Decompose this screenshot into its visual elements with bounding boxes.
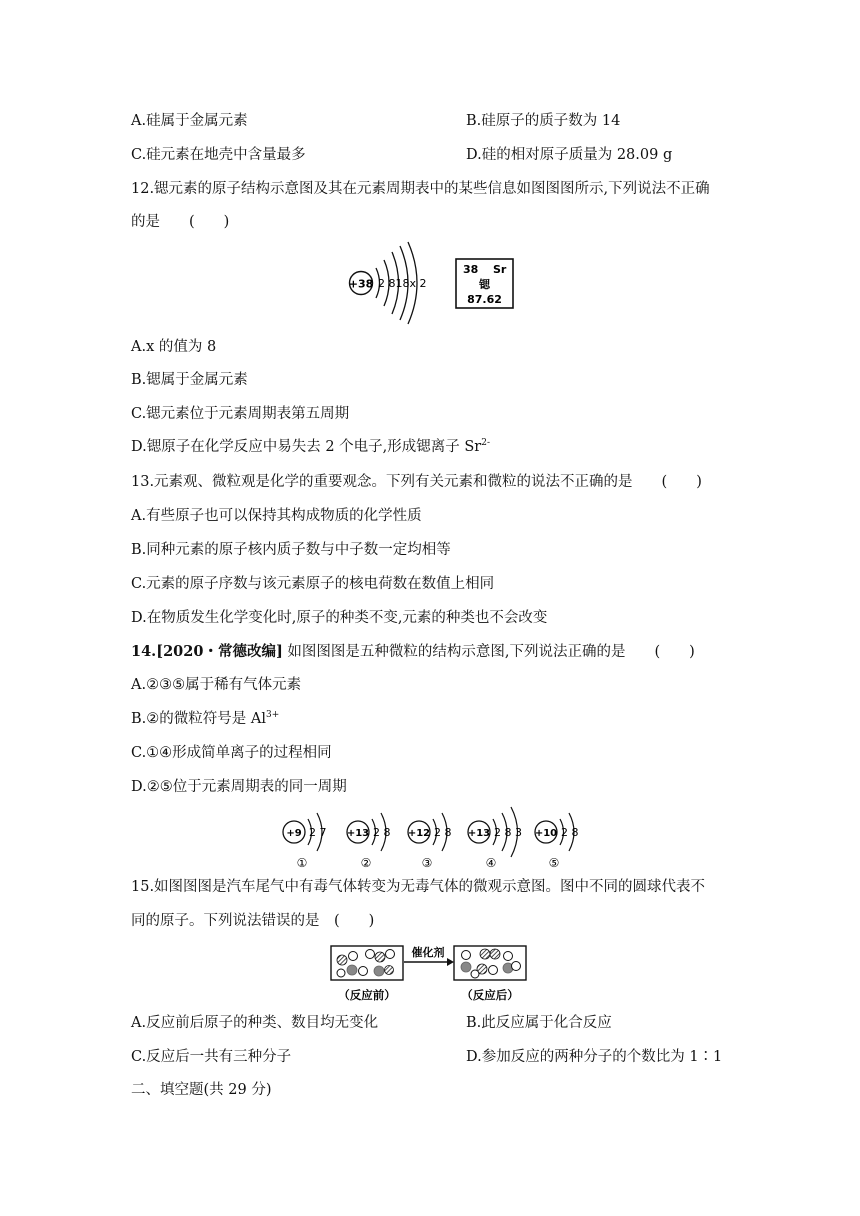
svg-text:⑤: ⑤ xyxy=(548,856,560,870)
svg-text:③: ③ xyxy=(421,856,433,870)
strontium-shell-electrons: 2 818x 2 xyxy=(378,277,427,290)
cell-atomic-mass: 87.62 xyxy=(467,293,502,306)
q15-option-d: D.参加反应的两种分子的个数比为 1∶1 xyxy=(466,1049,723,1065)
strontium-nucleus: +38 xyxy=(348,277,374,291)
svg-text:①: ① xyxy=(296,856,308,870)
q15-stem-line1: 15.如图图图是汽车尾气中有毒气体转变为无毒气体的微观示意图。图中不同的圆球代表不 xyxy=(131,879,706,895)
particle-5 xyxy=(535,813,579,870)
svg-text:+10: +10 xyxy=(534,828,558,839)
catalyst-label: 催化剂 xyxy=(411,946,445,959)
q11-option-b: B.硅原子的质子数为 14 xyxy=(466,113,621,129)
particle-1 xyxy=(283,813,327,870)
periodic-table-cell xyxy=(455,258,515,310)
q14-option-d: D.②⑤位于元素周期表的同一周期 xyxy=(131,779,347,795)
q11-option-d: D.硅的相对原子质量为 28.09 g xyxy=(466,147,673,163)
q15-option-c: C.反应后一共有三种分子 xyxy=(131,1049,292,1065)
q12-option-a: A.x 的值为 8 xyxy=(131,339,217,355)
svg-text:2 8 3: 2 8 3 xyxy=(494,826,522,839)
particle-4 xyxy=(468,807,522,870)
svg-text:②: ② xyxy=(360,856,372,870)
q11-option-a: A.硅属于金属元素 xyxy=(131,113,248,129)
svg-text:2 8: 2 8 xyxy=(561,826,579,839)
q11-option-c: C.硅元素在地壳中含量最多 xyxy=(131,147,306,163)
particle-diagrams xyxy=(280,805,600,875)
q15-option-b: B.此反应属于化合反应 xyxy=(466,1015,612,1031)
particle-2 xyxy=(347,813,391,870)
svg-text:+13: +13 xyxy=(346,828,370,839)
svg-text:2 7: 2 7 xyxy=(309,826,327,839)
q12-stem-line1: 12.锶元素的原子结构示意图及其在元素周期表中的某些信息如图图图所示,下列说法不正确 xyxy=(131,181,710,197)
q14-option-c: C.①④形成简单离子的过程相同 xyxy=(131,745,332,761)
svg-text:2 8: 2 8 xyxy=(434,826,452,839)
q13-option-c: C.元素的原子序数与该元素原子的核电荷数在数值上相同 xyxy=(131,576,495,592)
q12-stem-line2: 的是 ( ) xyxy=(131,214,230,230)
svg-text:+12: +12 xyxy=(407,828,431,839)
q14-option-b: B.②的微粒符号是 $Al^{3+}$ xyxy=(131,710,280,727)
svg-text:+13: +13 xyxy=(467,828,491,839)
strontium-atom-diagram xyxy=(340,238,440,328)
q13-option-a: A.有些原子也可以保持其构成物质的化学性质 xyxy=(131,508,422,524)
reaction-diagram xyxy=(330,940,530,1005)
svg-text:2 8: 2 8 xyxy=(373,826,391,839)
q15-stem-line2: 同的原子。下列说法错误的是 ( ) xyxy=(131,913,375,929)
section-heading: 二、填空题(共 29 分) xyxy=(131,1082,272,1098)
q12-option-d: D.锶原子在化学反应中易失去 2 个电子,形成锶离子 $Sr^{2-}$ xyxy=(131,438,491,455)
after-label: （反应后） xyxy=(461,988,519,1002)
cell-atomic-number: 38 xyxy=(463,263,479,276)
before-label: （反应前） xyxy=(338,988,396,1002)
q13-option-d: D.在物质发生化学变化时,原子的种类不变,元素的种类也不会改变 xyxy=(131,610,548,626)
svg-text:④: ④ xyxy=(485,856,497,870)
q12-option-c: C.锶元素位于元素周期表第五周期 xyxy=(131,406,350,422)
cell-element-name: 锶 xyxy=(479,278,490,291)
svg-text:+9: +9 xyxy=(286,828,302,839)
q14-stem: 14.[2020・常德改编] 如图图图是五种微粒的结构示意图,下列说法正确的是 ( ) xyxy=(131,643,695,660)
q13-option-b: B.同种元素的原子核内质子数与中子数一定均相等 xyxy=(131,542,451,558)
particle-3 xyxy=(408,813,452,870)
q13-stem: 13.元素观、微粒观是化学的重要观念。下列有关元素和微粒的说法不正确的是 ( ) xyxy=(131,474,702,490)
q14-option-a: A.②③⑤属于稀有气体元素 xyxy=(131,677,302,693)
q15-option-a: A.反应前后原子的种类、数目均无变化 xyxy=(131,1015,379,1031)
cell-symbol: Sr xyxy=(493,263,507,276)
q12-option-b: B.锶属于金属元素 xyxy=(131,372,248,388)
